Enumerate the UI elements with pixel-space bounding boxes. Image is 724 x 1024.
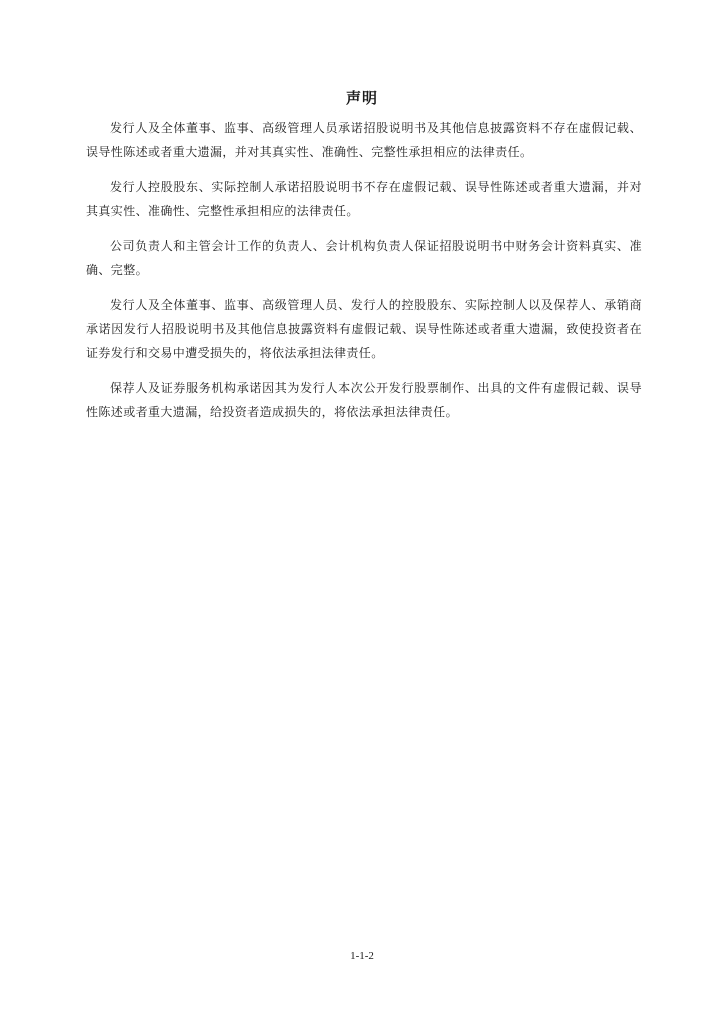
paragraph-liability-commitment: 发行人及全体董事、监事、高级管理人员、发行人的控股股东、实际控制人以及保荐人、承销商承诺因发行人招股说明书及其他信息披露资料有虚假记载、误导性陈述或者重大遗漏，致使投资者在证券发行和交易中遭受损失的，将依法承担法律责任。 <box>86 298 642 360</box>
declaration-body <box>86 116 642 435</box>
paragraph-controlling-shareholder-commitment: 发行人控股股东、实际控制人承诺招股说明书不存在虚假记载、误导性陈述或者重大遗漏，并对其真实性、准确性、完整性承担相应的法律责任。 <box>86 180 642 218</box>
paragraph-accounting-guarantee: 公司负责人和主管会计工作的负责人、会计机构负责人保证招股说明书中财务会计资料真实、准确、完整。 <box>86 239 642 277</box>
paragraph-sponsor-commitment: 保荐人及证券服务机构承诺因其为发行人本次公开发行股票制作、出具的文件有虚假记载、误导性陈述或者重大遗漏，给投资者造成损失的，将依法承担法律责任。 <box>86 381 642 419</box>
page-number: 1-1-2 <box>350 950 374 962</box>
paragraph-directors-commitment: 发行人及全体董事、监事、高级管理人员承诺招股说明书及其他信息披露资料不存在虚假记载、误导性陈述或者重大遗漏，并对其真实性、准确性、完整性承担相应的法律责任。 <box>86 121 642 159</box>
page-title: 声明 <box>345 89 378 107</box>
